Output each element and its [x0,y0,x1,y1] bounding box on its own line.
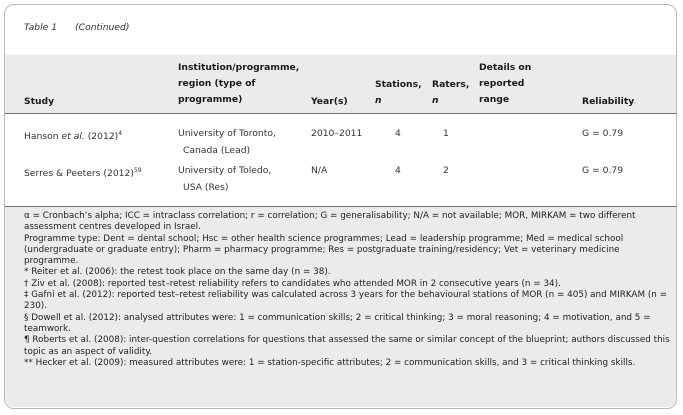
raters-cell: 1 [443,128,449,139]
header-rule [5,113,676,114]
header-reliability: Reliability [582,96,635,107]
raters-cell: 2 [443,165,449,176]
footnote-hecker: ** Hecker et al. (2009): measured attributes were: 1 = station-specific attributes; 2 = communication skills, and 3 = critical thinking skills. [24,357,636,368]
footnote-reiter: * Reiter et al. (2006): the retest took place on the same day (n = 38). [24,267,331,278]
study-cell: Hanson et al. $(2012)^4$ [24,130,123,142]
header-raters: Raters, n [432,79,470,106]
institution-cell: University of Toledo, USA (Res) [178,165,272,193]
table-caption [24,22,129,33]
header-stations: Stations, n [375,79,422,106]
header-details: Details on reported range [479,62,532,105]
footnote-abbreviations: α = Cronbach’s alpha; ICC = intraclass correlation; r = correlation; G = generalisability; N/A = not available; MOR, MIRKAM = two different assessment centres developed in Israel. [24,211,636,233]
header-institution: Institution/programme, region (type of programme) [178,62,300,105]
table-continued: (Continued) [75,22,130,33]
footnote-dowell: § Dowell et al. (2012): analysed attributes were: 1 = communication skills; 2 = critical thinking; 3 = moral reasoning; 4 = motivation, and 5 = teamwork. [24,312,651,334]
institution-cell: University of Toronto, Canada (Lead) [178,128,276,156]
table-footnotes [24,211,672,369]
footnote-roberts: ¶ Roberts et al. (2008): inter-question correlations for questions that assessed the same or similar concept of the blueprint; authors discussed this topic as an aspect of validity. [24,335,670,357]
table-label: Table 1 [24,22,58,33]
years-cell: N/A [311,165,328,176]
footnote-gafni: ‡ Gafni et al. (2012): reported test–retest reliability was calculated across 3 years for the behavioural stations of MOR (n = 405) and MIRKAM (n = 230). [24,290,668,312]
years-cell: 2010–2011 [311,128,363,139]
footnote-ziv: † Ziv et al. (2008): reported test–retest reliability refers to candidates who attended MOR in 2 consecutive years (n = 34). [24,278,561,289]
reliability-cell: G = 0.79 [582,165,624,176]
footnote-programme-type: Programme type: Dent = dental school; Hsc = other health science programmes; Lead = leadership programme; Med = medical school (undergraduate or graduate entry); Pharm = pharmacy programme; Res = postgraduate training/residency; Vet = veterinary medicine programme. [24,233,624,267]
header-years: Year(s) [311,96,348,107]
study-cell: Serres & Peeters $(2012)^{59}$ [24,167,142,179]
header-study: Study [24,96,55,107]
reliability-cell: G = 0.79 [582,128,624,139]
stations-cell: 4 [395,128,401,139]
stations-cell: 4 [395,165,401,176]
